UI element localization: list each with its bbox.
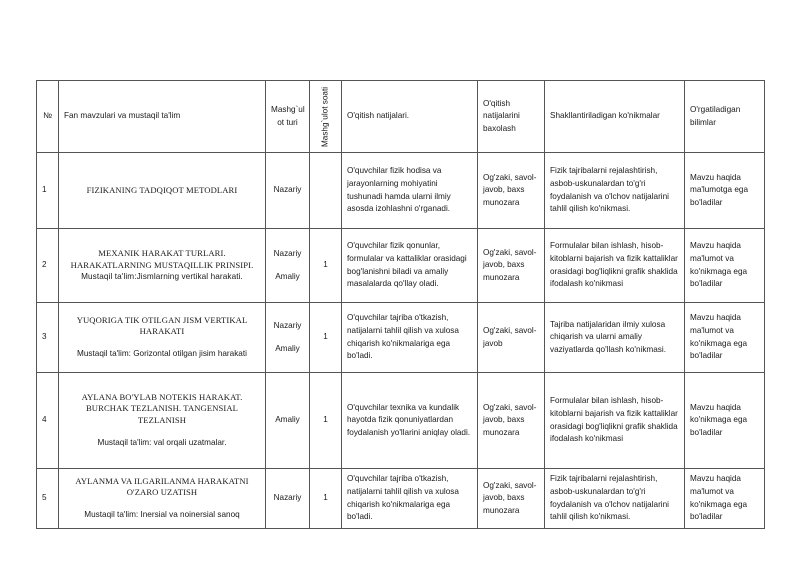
lesson-type: Nazariy [273, 493, 302, 503]
row-number: 5 [37, 469, 59, 529]
row-number: 1 [37, 153, 59, 229]
topic-title: AYLANMA VA ILGARILANMA HARAKATNI O'ZARO UZATISH [75, 475, 249, 498]
topic-cell [59, 229, 266, 303]
header-knowledge: O'rgatiladigan bilimlar [685, 81, 765, 153]
topic-title: YUQORIGA TIK OTILGAN JISM VERTIKAL HARAKATI [76, 314, 248, 337]
skills-cell: Fizik tajribalarni rejalashtirish, asbob-uskunalardan to'g'ri foydalanish va o'lchov natijalarini tahlil qilish ko'nikmasi. [545, 153, 685, 229]
skills-cell: Tajriba natijalaridan ilmiy xulosa chiqarish va ularni amaliy vaziyatlarda qo'llash ko'nikmasi. [545, 303, 685, 373]
results-cell: O'quvchilar fizik qonunlar, formulalar va kattaliklar orasidagi bog'lanishni biladi va amaliy masalalarda qo'llay oladi. [342, 229, 478, 303]
table-row [37, 469, 765, 529]
header-hours [310, 81, 342, 153]
knowledge-cell: Mavzu haqida ma'lumot va ko'nikmaga ega bo'ladilar [685, 229, 765, 303]
lesson-type-secondary: Amaliy [275, 343, 300, 353]
assessment-cell: Og'zaki, savol-javob, baxs munozara [478, 153, 545, 229]
skills-cell: Formulalar bilan ishlash, hisob-kitoblarni bajarish va fizik kattaliklar orasidagi bog'liqlikni grafik shaklida ifodalash ko'nikmasi [545, 229, 685, 303]
topic-title [64, 248, 260, 283]
table-row [37, 373, 765, 469]
header-type: Mashg`ul ot turi [266, 81, 310, 153]
header-results: O'qitish natijalari. [342, 81, 478, 153]
assessment-cell: Og'zaki, savol-javob [478, 303, 545, 373]
knowledge-cell: Mavzu haqida ma'lumot va ko'nikmaga ega bo'ladilar [685, 303, 765, 373]
topic-cell [59, 469, 266, 529]
lesson-type: Nazariy [273, 185, 302, 195]
row-number: 4 [37, 373, 59, 469]
results-cell: O'quvchilar tajriba o'tkazish, natijalarni tahlil qilish va xulosa chiqarish ko'nikmalariga ega bo'ladi. [342, 303, 478, 373]
header-topic: Fan mavzulari va mustaqil ta'lim [59, 81, 266, 153]
table-row [37, 153, 765, 229]
hours-cell: 1 [310, 303, 342, 373]
header-row [37, 81, 765, 153]
topic-title-text: MEXANIK HARAKAT TURLARI. HARAKATLARNING MUSTAQILLIK PRINSIPI. [70, 248, 254, 270]
topic-cell [59, 153, 266, 229]
skills-cell: Formulalar bilan ishlash, hisob-kitoblarni bajarish va fizik kattaliklar orasidagi bog'liqlikni grafik shaklida ifodalash ko'nikmasi [545, 373, 685, 469]
assessment-cell: Og'zaki, savol-javob, baxs munozara [478, 373, 545, 469]
independent-study: Mustaqil ta'lim:Jismlarning vertikal harakati. [81, 272, 243, 282]
hours-cell: 1 [310, 373, 342, 469]
hours-cell [310, 153, 342, 229]
header-method: O'qitish natijalarini baxolash [478, 81, 545, 153]
header-skills: Shakllantiriladigan ko'nikmalar [545, 81, 685, 153]
knowledge-cell: Mavzu haqida ma'lumot va ko'nikmaga ega bo'ladilar [685, 469, 765, 529]
table-row [37, 303, 765, 373]
skills-cell: Fizik tajribalarni rejalashtirish, asbob-uskunalardan to'g'ri foydalanish va o'lchov natijalarini tahlil qilish ko'nikmasi. [545, 469, 685, 529]
header-hours-label: Mashg`ulot soati [320, 86, 330, 147]
lesson-type-cell [266, 229, 310, 303]
lesson-type-cell [266, 373, 310, 469]
independent-study: Mustaqil ta'lim: Gorizontal otilgan jisim harakati [77, 348, 247, 358]
independent-study: Mustaqil ta'lim: val orqali uzatmalar. [97, 437, 227, 447]
lesson-type-secondary: Amaliy [275, 271, 300, 281]
results-cell: O'quvchilar tajriba o'tkazish, natijalarni tahlil qilish va xulosa chiqarish ko'nikmalariga ega bo'ladi. [342, 469, 478, 529]
lesson-plan-table [36, 80, 765, 529]
lesson-type: Nazariy [273, 320, 302, 330]
assessment-cell: Og'zaki, savol-javob, baxs munozara [478, 229, 545, 303]
topic-title: AYLANA BO'YLAB NOTEKIS HARAKAT. BURCHAK TEZLANISH. TANGENSIAL TEZLANISH [81, 391, 243, 425]
hours-cell: 1 [310, 229, 342, 303]
lesson-type-cell [266, 469, 310, 529]
independent-study: Mustaqil ta'lim: Inersial va noinersial sanoq [84, 509, 240, 519]
topic-title: FIZIKANING TADQIQOT METODLARI [86, 184, 238, 195]
row-number: 2 [37, 229, 59, 303]
table-row [37, 229, 765, 303]
knowledge-cell: Mavzu haqida ko'nikmaga ega bo'ladilar [685, 373, 765, 469]
topic-cell [59, 373, 266, 469]
lesson-type: Nazariy [273, 248, 302, 258]
lesson-type-cell [266, 303, 310, 373]
row-number: 3 [37, 303, 59, 373]
header-num: № [37, 81, 59, 153]
results-cell: O'quvchilar texnika va kundalik hayotda fizik qonuniyatlardan foydalanish yo'llarini aniqlay oladi. [342, 373, 478, 469]
hours-cell: 1 [310, 469, 342, 529]
topic-cell [59, 303, 266, 373]
lesson-type-cell [266, 153, 310, 229]
results-cell: O'quvchilar fizik hodisa va jarayonlarning mohiyatini tushunadi hamda ularni ilmiy asosda izohlashni o'rganadi. [342, 153, 478, 229]
assessment-cell: Og'zaki, savol-javob, baxs munozara [478, 469, 545, 529]
knowledge-cell: Mavzu haqida ma'lumotga ega bo'ladilar [685, 153, 765, 229]
lesson-type: Amaliy [275, 415, 300, 425]
